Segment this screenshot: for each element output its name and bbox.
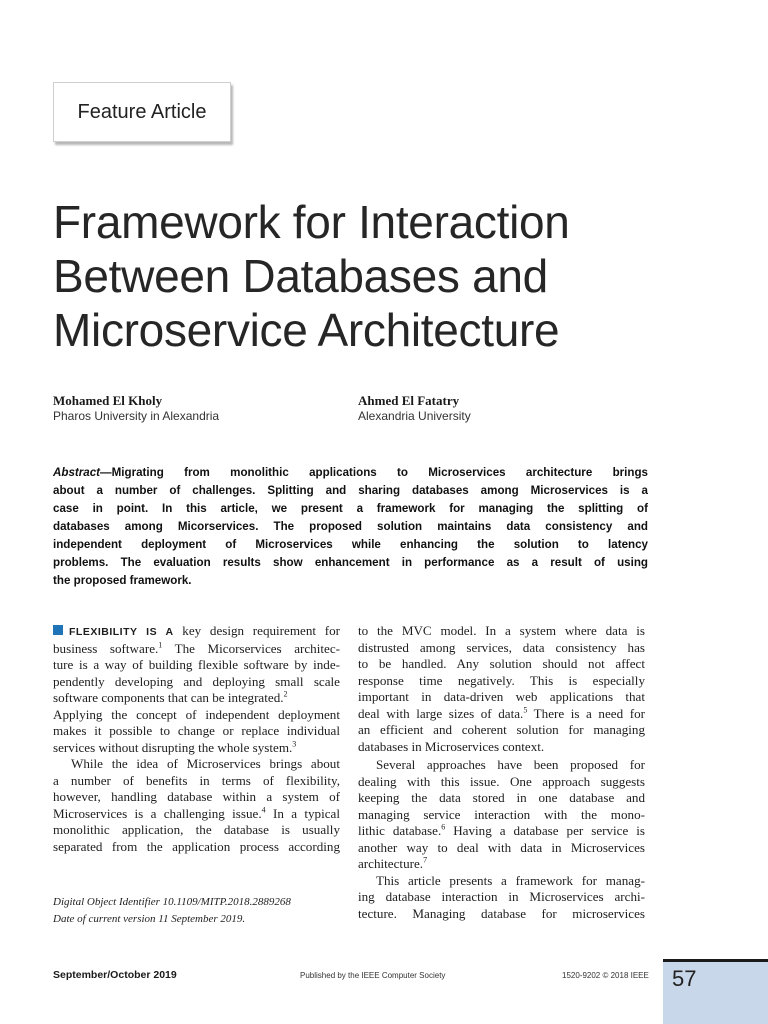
body-text: There is a need for bbox=[527, 705, 645, 721]
body-line: databases in Microservices context. bbox=[358, 738, 545, 754]
ref-superscript: 4 bbox=[261, 805, 266, 815]
footer-copyright: 1520-9202 © 2018 IEEE bbox=[562, 971, 649, 980]
title-line: Between Databases and bbox=[53, 250, 548, 302]
body-line bbox=[53, 690, 340, 707]
body-line: Applying the concept of independent deployment bbox=[53, 706, 340, 722]
author-affiliation: Alexandria University bbox=[358, 409, 471, 423]
body-line: This article presents a framework for manag- bbox=[376, 872, 645, 888]
abstract bbox=[53, 464, 648, 590]
body-line: however, handling database within a system of bbox=[53, 789, 340, 804]
body-line: dealing with this issue. One approach suggests bbox=[358, 773, 645, 789]
body-line: managing service interaction with the mono- bbox=[358, 806, 645, 822]
body-line bbox=[358, 706, 645, 723]
body-text: Having a database per service is bbox=[445, 823, 645, 838]
body-text: In a typical bbox=[265, 805, 340, 821]
ref-superscript: 3 bbox=[292, 739, 297, 749]
abstract-line: case in point. In this article, we present a framework for managing the splitting of bbox=[53, 502, 648, 515]
abstract-line bbox=[53, 464, 648, 482]
footer-publisher: Published by the IEEE Computer Society bbox=[300, 971, 446, 980]
author-block-2 bbox=[358, 393, 471, 424]
section-label: Feature Article bbox=[53, 82, 231, 142]
author-block-1 bbox=[53, 393, 219, 424]
abstract-text: —Migrating from monolithic applications to Microservices architecture brings bbox=[100, 466, 648, 479]
body-text: Microservices is a challenging issue. bbox=[53, 805, 262, 821]
body-line: response time negatively. This is especially bbox=[358, 672, 645, 688]
body-column-left bbox=[53, 623, 340, 855]
body-line: pendently developing and deploying small scale bbox=[53, 673, 340, 689]
article-title bbox=[53, 195, 713, 357]
lead-in-smallcaps: FLEXIBILITY IS A bbox=[69, 626, 174, 638]
body-line: tecture. Managing database for microservices bbox=[358, 905, 645, 921]
page-number-box bbox=[663, 959, 768, 1024]
body-line: makes it possible to change or replace individual bbox=[53, 723, 340, 738]
body-line: While the idea of Microservices brings about bbox=[71, 756, 340, 771]
author-name: Mohamed El Kholy bbox=[53, 393, 163, 408]
title-line: Framework for Interaction bbox=[53, 196, 570, 248]
footer-issue: September/October 2019 bbox=[53, 969, 177, 981]
body-line: distrusted among services, data consistency has bbox=[358, 639, 645, 655]
body-text: The Micorservices architec- bbox=[162, 640, 340, 656]
body-line: another way to deal with data in Microservices bbox=[358, 839, 645, 855]
body-line bbox=[53, 641, 340, 658]
ref-superscript: 2 bbox=[283, 689, 288, 699]
abstract-label: Abstract bbox=[53, 466, 101, 479]
body-text: software components that can be integrated. bbox=[53, 690, 284, 705]
body-text: business software. bbox=[53, 640, 159, 656]
body-text: lithic database. bbox=[358, 823, 442, 838]
author-affiliation: Pharos University in Alexandria bbox=[53, 409, 220, 423]
body-line: to be handled. Any solution should not affect bbox=[358, 656, 645, 671]
body-line bbox=[53, 740, 340, 757]
abstract-line: the proposed framework. bbox=[53, 574, 192, 587]
abstract-line: about a number of challenges. Splitting and sharing databases among Microservices is a bbox=[53, 484, 648, 497]
body-line: ing database interaction in Microservices archi- bbox=[358, 889, 645, 904]
body-text: architecture. bbox=[358, 856, 424, 871]
author-name: Ahmed El Fatatry bbox=[358, 393, 460, 408]
body-line: Several approaches have been proposed for bbox=[376, 757, 645, 772]
body-line bbox=[53, 806, 340, 823]
body-line: separated from the application process according bbox=[53, 838, 340, 854]
ref-superscript: 5 bbox=[523, 705, 528, 715]
body-line: keeping the data stored in one database and bbox=[358, 790, 645, 805]
body-column-right bbox=[358, 623, 645, 922]
ref-superscript: 7 bbox=[423, 855, 428, 865]
body-line: monolithic application, the database is usually bbox=[53, 822, 340, 837]
title-line: Microservice Architecture bbox=[53, 304, 560, 356]
ref-superscript: 6 bbox=[441, 822, 446, 832]
section-marker-icon bbox=[53, 625, 63, 635]
body-text: services without disrupting the whole system. bbox=[53, 739, 293, 755]
abstract-line: independent deployment of Microservices while enhancing the solution to latency bbox=[53, 538, 648, 551]
body-line bbox=[358, 856, 645, 873]
ref-superscript: 1 bbox=[158, 640, 163, 650]
doi-text: Digital Object Identifier 10.1109/MITP.2018.2889268 bbox=[53, 896, 291, 908]
page-number: 57 bbox=[672, 966, 697, 991]
body-line: ture is a way of building flexible software by inde- bbox=[53, 657, 340, 672]
doi-block bbox=[53, 894, 343, 928]
body-line: important in data-driven web applications that bbox=[358, 689, 645, 704]
body-line: an efficient and coherent solution for managing bbox=[358, 722, 645, 737]
body-line: a number of benefits in terms of flexibility, bbox=[53, 772, 340, 788]
body-line bbox=[53, 623, 340, 641]
body-line: to the MVC model. In a system where data is bbox=[358, 623, 645, 638]
version-date: Date of current version 11 September 2019. bbox=[53, 913, 246, 925]
abstract-line: problems. The evaluation results show enhancement in performance as a result of using bbox=[53, 556, 648, 569]
body-text: deal with large sizes of data. bbox=[358, 705, 524, 721]
abstract-line: databases among Micorservices. The proposed solution maintains data consistency and bbox=[53, 520, 648, 533]
body-line bbox=[358, 823, 645, 840]
body-text: key design requirement for bbox=[173, 623, 340, 638]
